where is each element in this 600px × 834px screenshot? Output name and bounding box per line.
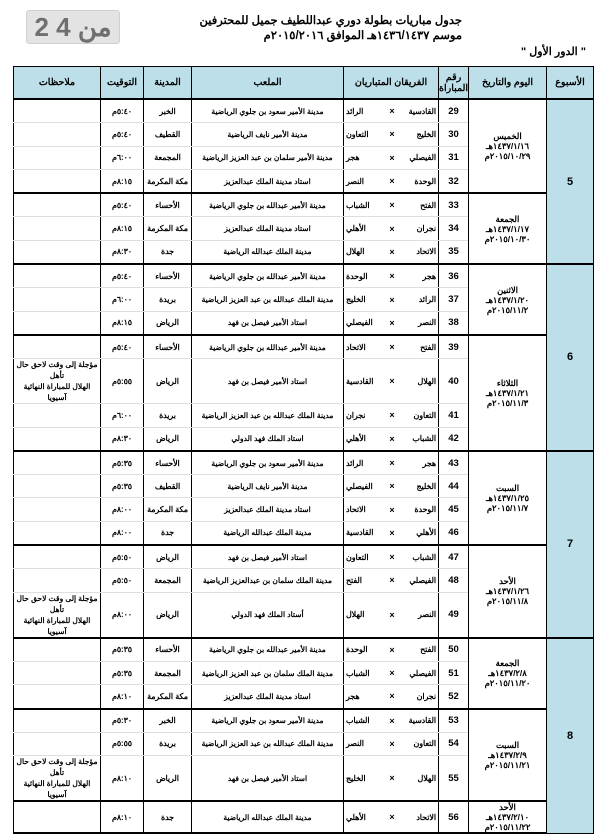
away-team: الفيصلي: [344, 475, 386, 498]
day-hijri: ١٤٣٧/١/٢٥هـ: [485, 492, 530, 503]
versus-sign: ×: [386, 569, 399, 592]
city: بريدة: [144, 404, 192, 427]
city: الرياض: [144, 756, 192, 802]
away-team: الفتح: [344, 569, 386, 592]
match-number: 46: [439, 521, 469, 545]
away-team: الوحدة: [344, 264, 386, 288]
city: جدة: [144, 521, 192, 545]
day-greg: ٢٠١٥/١١/٢٢م: [484, 822, 531, 833]
home-team: الوحدة: [399, 498, 439, 521]
city: الرياض: [144, 427, 192, 451]
away-team: التعاون: [344, 123, 386, 146]
kickoff-time: ٨:١٠م: [101, 685, 144, 709]
kickoff-time: ٦:٠٠م: [101, 146, 144, 169]
home-team: هجر: [399, 451, 439, 475]
note: [14, 288, 101, 311]
note: [14, 451, 101, 475]
day-greg: ٢٠١٥/١٠/٣٠م: [484, 233, 531, 244]
city: بريدة: [144, 732, 192, 755]
note: [14, 661, 101, 684]
col-notes: ملاحظات: [14, 67, 101, 100]
home-team: الشباب: [399, 545, 439, 569]
home-team: النصر: [399, 311, 439, 335]
kickoff-time: ٥:٥٠م: [101, 569, 144, 592]
city: مكة المكرمة: [144, 217, 192, 240]
away-team: الرائد: [344, 451, 386, 475]
note: [14, 169, 101, 193]
match-number: 40: [439, 359, 469, 404]
match-number: 41: [439, 404, 469, 427]
versus-sign: ×: [386, 592, 399, 638]
note: مؤجلة إلى وقت لاحق حال تأهل الهلال للمباراة النهائية آسيويا: [14, 756, 101, 802]
title-line-1: جدول مباريات بطولة دوري عبداللطيف جميل للمحترفين: [199, 15, 462, 27]
venue: مدينة الأمير عبدالله بن جلوي الرياضية: [192, 193, 344, 217]
match-row: [14, 264, 594, 288]
city: المجمعة: [144, 146, 192, 169]
match-row: [14, 99, 594, 123]
note: مؤجلة إلى وقت لاحق حال تأهل الهلال للمباراة النهائية آسيويا: [14, 592, 101, 638]
match-number: 32: [439, 169, 469, 193]
home-team: الفتح: [399, 335, 439, 359]
away-team: النصر: [344, 732, 386, 755]
home-team: الاتحاد: [399, 801, 439, 833]
city: الأحساء: [144, 335, 192, 359]
day-day: الجمعة: [495, 213, 520, 224]
week-number: 5: [547, 99, 594, 264]
note: [14, 193, 101, 217]
day-day: الثلاثاء: [496, 377, 519, 388]
day-day: الخميس: [493, 131, 522, 142]
versus-sign: ×: [386, 756, 399, 802]
match-row: [14, 801, 594, 833]
versus-sign: ×: [386, 146, 399, 169]
away-team: الشباب: [344, 709, 386, 733]
note: [14, 709, 101, 733]
kickoff-time: ٨:١٥م: [101, 169, 144, 193]
kickoff-time: ٥:٣٥م: [101, 638, 144, 662]
venue: مدينة الأمير عبدالله بن جلوي الرياضية: [192, 335, 344, 359]
day-date: [469, 709, 547, 802]
home-team: الهلال: [399, 756, 439, 802]
home-team: القادسية: [399, 99, 439, 123]
document-header: [132, 14, 462, 44]
day-date: [469, 193, 547, 264]
match-row: [14, 335, 594, 359]
away-team: الأهلي: [344, 217, 386, 240]
day-greg: ٢٠١٥/١٠/٢٩م: [484, 151, 531, 162]
day-day: السبت: [495, 482, 520, 493]
home-team: الفيصلي: [399, 569, 439, 592]
note: [14, 311, 101, 335]
home-team: نجران: [399, 685, 439, 709]
note: [14, 146, 101, 169]
day-date: [469, 638, 547, 709]
versus-sign: ×: [386, 498, 399, 521]
note: مؤجلة إلى وقت لاحق حال تأهل الهلال للمباراة النهائية آسيويا: [14, 359, 101, 404]
city: مكة المكرمة: [144, 498, 192, 521]
versus-sign: ×: [386, 335, 399, 359]
city: الأحساء: [144, 264, 192, 288]
kickoff-time: ٥:٣٥م: [101, 661, 144, 684]
day-hijri: ١٤٣٧/٢/٨هـ: [488, 668, 527, 679]
match-row: [14, 193, 594, 217]
match-row: [14, 451, 594, 475]
kickoff-time: ٥:٣٥م: [101, 475, 144, 498]
day-hijri: ١٤٣٧/١/١٧هـ: [485, 223, 530, 234]
versus-sign: ×: [386, 709, 399, 733]
away-team: الرائد: [344, 99, 386, 123]
kickoff-time: ٨:٠٠م: [101, 592, 144, 638]
note: [14, 335, 101, 359]
note: [14, 638, 101, 662]
versus-sign: ×: [386, 99, 399, 123]
kickoff-time: ٦:٠٠م: [101, 404, 144, 427]
match-number: 54: [439, 732, 469, 755]
home-team: التعاون: [399, 732, 439, 755]
note: [14, 545, 101, 569]
kickoff-time: ٥:٤٠م: [101, 123, 144, 146]
kickoff-time: ٥:٥٥م: [101, 359, 144, 404]
kickoff-time: ٥:٤٠م: [101, 193, 144, 217]
match-number: 48: [439, 569, 469, 592]
note: [14, 801, 101, 833]
kickoff-time: ٨:١٠م: [101, 756, 144, 802]
versus-sign: ×: [386, 123, 399, 146]
city: الرياض: [144, 592, 192, 638]
note: [14, 521, 101, 545]
city: مكة المكرمة: [144, 169, 192, 193]
match-row: [14, 545, 594, 569]
versus-sign: ×: [386, 685, 399, 709]
day-hijri: ١٤٣٧/٢/١٠هـ: [485, 812, 530, 823]
home-team: الفيصلي: [399, 661, 439, 684]
venue: أستاد الملك فهد الدولي: [192, 592, 344, 638]
day-day: الأحد: [499, 576, 516, 587]
day-greg: ٢٠١٥/١١/٣م: [486, 397, 529, 408]
venue: مدينة الملك عبدالله الرياضية: [192, 240, 344, 264]
note: [14, 404, 101, 427]
away-team: الأهلي: [344, 427, 386, 451]
week-number: 8: [547, 638, 594, 833]
versus-sign: ×: [386, 661, 399, 684]
away-team: الأهلي: [344, 801, 386, 833]
kickoff-time: ٥:٤٠م: [101, 335, 144, 359]
note: [14, 217, 101, 240]
home-team: الخليج: [399, 475, 439, 498]
note: [14, 99, 101, 123]
venue: مدينة الأمير عبدالله بن جلوي الرياضية: [192, 264, 344, 288]
venue: مدينة الأمير نايف الرياضية: [192, 475, 344, 498]
match-number: 33: [439, 193, 469, 217]
home-team: الفتح: [399, 638, 439, 662]
day-day: الاثنين: [497, 284, 518, 295]
note: [14, 569, 101, 592]
note: [14, 427, 101, 451]
away-team: هجر: [344, 146, 386, 169]
away-team: الاتحاد: [344, 498, 386, 521]
note: [14, 685, 101, 709]
home-team: القادسية: [399, 709, 439, 733]
venue: استاد مدينة الملك عبدالعزيز: [192, 169, 344, 193]
match-number: 36: [439, 264, 469, 288]
day-day: الجمعة: [495, 658, 520, 669]
home-team: الرائد: [399, 288, 439, 311]
day-date: [469, 264, 547, 335]
city: جدة: [144, 801, 192, 833]
note: [14, 475, 101, 498]
away-team: الوحدة: [344, 638, 386, 662]
away-team: التعاون: [344, 545, 386, 569]
col-match-no: رقم المباراة: [439, 67, 469, 100]
day-day: السبت: [495, 739, 520, 750]
away-team: الفيصلي: [344, 311, 386, 335]
away-team: نجران: [344, 404, 386, 427]
day-greg: ٢٠١٥/١١/٨م: [486, 596, 529, 607]
col-venue: الملعب: [192, 67, 344, 100]
city: المجمعة: [144, 661, 192, 684]
versus-sign: ×: [386, 475, 399, 498]
match-number: 31: [439, 146, 469, 169]
day-greg: ٢٠١٥/١١/٧م: [486, 502, 529, 513]
kickoff-time: ٨:٣٠م: [101, 240, 144, 264]
page-number-badge: 2 من 4: [26, 10, 120, 44]
versus-sign: ×: [386, 427, 399, 451]
col-week: الأسبوع: [547, 67, 594, 100]
home-team: هجر: [399, 264, 439, 288]
kickoff-time: ٨:١٥م: [101, 217, 144, 240]
home-team: النصر: [399, 592, 439, 638]
city: مكة المكرمة: [144, 685, 192, 709]
city: الرياض: [144, 359, 192, 404]
venue: مدينة الأمير عبدالله بن جلوي الرياضية: [192, 638, 344, 662]
day-hijri: ١٤٣٧/٢/٩هـ: [488, 749, 527, 760]
col-teams: الفريقان المتباريان: [344, 67, 439, 100]
versus-sign: ×: [386, 732, 399, 755]
city: الرياض: [144, 311, 192, 335]
venue: مدينة الملك سلمان بن عبدالعزيز الرياضية: [192, 569, 344, 592]
kickoff-time: ٥:٣٠م: [101, 709, 144, 733]
note: [14, 498, 101, 521]
versus-sign: ×: [386, 169, 399, 193]
home-team: الشباب: [399, 427, 439, 451]
versus-sign: ×: [386, 311, 399, 335]
city: جدة: [144, 240, 192, 264]
city: القطيف: [144, 475, 192, 498]
day-greg: ٢٠١٥/١١/٢م: [486, 304, 529, 315]
kickoff-time: ٨:١٥م: [101, 311, 144, 335]
match-number: 52: [439, 685, 469, 709]
versus-sign: ×: [386, 451, 399, 475]
day-date: [469, 801, 547, 833]
venue: استاد الأمير فيصل بن فهد: [192, 545, 344, 569]
versus-sign: ×: [386, 521, 399, 545]
versus-sign: ×: [386, 288, 399, 311]
day-hijri: ١٤٣٧/١/٢٦هـ: [485, 586, 530, 597]
venue: مدينة الأمير سعود بن جلوي الرياضية: [192, 451, 344, 475]
home-team: التعاون: [399, 404, 439, 427]
kickoff-time: ٥:٤٠م: [101, 264, 144, 288]
kickoff-time: ٨:١٠م: [101, 801, 144, 833]
kickoff-time: ٥:٥٠م: [101, 545, 144, 569]
venue: مدينة الملك عبدالله بن عبد العزيز الرياضية: [192, 288, 344, 311]
venue: استاد الملك فهد الدولي: [192, 427, 344, 451]
match-number: 43: [439, 451, 469, 475]
city: الأحساء: [144, 451, 192, 475]
away-team: الشباب: [344, 193, 386, 217]
match-number: 39: [439, 335, 469, 359]
away-team: الاتحاد: [344, 335, 386, 359]
day-greg: ٢٠١٥/١١/٢١م: [484, 759, 531, 770]
match-number: 34: [439, 217, 469, 240]
phase-label: " الدور الأول ": [520, 46, 586, 58]
away-team: الخليج: [344, 756, 386, 802]
day-hijri: ١٤٣٧/١/٢٠هـ: [485, 294, 530, 305]
venue: مدينة الأمير سعود بن جلوي الرياضية: [192, 709, 344, 733]
day-date: [469, 451, 547, 545]
home-team: الأهلي: [399, 521, 439, 545]
match-number: 51: [439, 661, 469, 684]
match-number: 30: [439, 123, 469, 146]
city: الأحساء: [144, 638, 192, 662]
city: المجمعة: [144, 569, 192, 592]
col-city: المدينة: [144, 67, 192, 100]
title-line-2: موسم ١٤٣٦/١٤٣٧هـ الموافق ٢٠١٥/٢٠١٦م: [263, 30, 462, 42]
venue: استاد مدينة الملك عبدالعزيز: [192, 498, 344, 521]
match-number: 50: [439, 638, 469, 662]
match-row: [14, 638, 594, 662]
away-team: الخليج: [344, 288, 386, 311]
city: الرياض: [144, 545, 192, 569]
versus-sign: ×: [386, 217, 399, 240]
away-team: القادسية: [344, 359, 386, 404]
venue: مدينة الملك سلمان بن عبد العزيز الرياضية: [192, 661, 344, 684]
venue: استاد الأمير فيصل بن فهد: [192, 359, 344, 404]
venue: مدينة الأمير سعود بن جلوي الرياضية: [192, 99, 344, 123]
home-team: نجران: [399, 217, 439, 240]
col-day-date: اليوم والتاريخ: [469, 67, 547, 100]
home-team: الاتحاد: [399, 240, 439, 264]
match-number: 45: [439, 498, 469, 521]
versus-sign: ×: [386, 638, 399, 662]
match-number: 42: [439, 427, 469, 451]
note: [14, 123, 101, 146]
match-number: 55: [439, 756, 469, 802]
day-date: [469, 99, 547, 193]
venue: مدينة الملك عبدالله الرياضية: [192, 521, 344, 545]
match-number: 29: [439, 99, 469, 123]
away-team: هجر: [344, 685, 386, 709]
day-day: الأحد: [499, 802, 516, 813]
day-hijri: ١٤٣٧/١/١٦هـ: [485, 141, 530, 152]
match-number: 47: [439, 545, 469, 569]
kickoff-time: ٦:٠٠م: [101, 288, 144, 311]
note: [14, 264, 101, 288]
home-team: الخليج: [399, 123, 439, 146]
day-date: [469, 545, 547, 638]
city: الخبر: [144, 99, 192, 123]
city: الخبر: [144, 709, 192, 733]
home-team: الهلال: [399, 359, 439, 404]
versus-sign: ×: [386, 240, 399, 264]
venue: مدينة الملك عبدالله بن عبد العزيز الرياضية: [192, 404, 344, 427]
match-number: 35: [439, 240, 469, 264]
kickoff-time: ٥:٥٥م: [101, 732, 144, 755]
venue: استاد مدينة الملك عبدالعزيز: [192, 217, 344, 240]
away-team: القادسية: [344, 521, 386, 545]
venue: استاد الأمير فيصل بن فهد: [192, 311, 344, 335]
match-number: 53: [439, 709, 469, 733]
match-number: 49: [439, 592, 469, 638]
versus-sign: ×: [386, 264, 399, 288]
week-number: 7: [547, 451, 594, 638]
venue: مدينة الأمير سلمان بن عبد العزيز الرياضية: [192, 146, 344, 169]
city: الأحساء: [144, 193, 192, 217]
match-number: 37: [439, 288, 469, 311]
note: [14, 240, 101, 264]
venue: استاد الأمير فيصل بن فهد: [192, 756, 344, 802]
kickoff-time: ٨:٣٠م: [101, 427, 144, 451]
versus-sign: ×: [386, 545, 399, 569]
versus-sign: ×: [386, 404, 399, 427]
home-team: الوحدة: [399, 169, 439, 193]
versus-sign: ×: [386, 801, 399, 833]
city: بريدة: [144, 288, 192, 311]
week-number: 6: [547, 264, 594, 451]
kickoff-time: ٥:٣٥م: [101, 451, 144, 475]
venue: مدينة الملك عبدالله بن عبد العزيز الرياضية: [192, 732, 344, 755]
fixtures-table: [13, 66, 594, 834]
venue: استاد مدينة الملك عبدالعزيز: [192, 685, 344, 709]
versus-sign: ×: [386, 359, 399, 404]
match-number: 44: [439, 475, 469, 498]
away-team: الهلال: [344, 592, 386, 638]
match-number: 38: [439, 311, 469, 335]
col-time: التوقيت: [101, 67, 144, 100]
home-team: الفتح: [399, 193, 439, 217]
kickoff-time: ٨:٠٠م: [101, 521, 144, 545]
day-greg: ٢٠١٥/١١/٢٠م: [484, 678, 531, 689]
kickoff-time: ٨:٠٠م: [101, 498, 144, 521]
header-row: [14, 67, 594, 100]
note: [14, 732, 101, 755]
kickoff-time: ٥:٤٠م: [101, 99, 144, 123]
home-team: الفيصلي: [399, 146, 439, 169]
day-date: [469, 335, 547, 451]
away-team: النصر: [344, 169, 386, 193]
away-team: الشباب: [344, 661, 386, 684]
match-row: [14, 709, 594, 733]
away-team: الهلال: [344, 240, 386, 264]
versus-sign: ×: [386, 193, 399, 217]
city: القطيف: [144, 123, 192, 146]
venue: مدينة الملك عبدالله الرياضية: [192, 801, 344, 833]
match-number: 56: [439, 801, 469, 833]
venue: مدينة الأمير نايف الرياضية: [192, 123, 344, 146]
day-hijri: ١٤٣٧/١/٢١هـ: [485, 387, 530, 398]
